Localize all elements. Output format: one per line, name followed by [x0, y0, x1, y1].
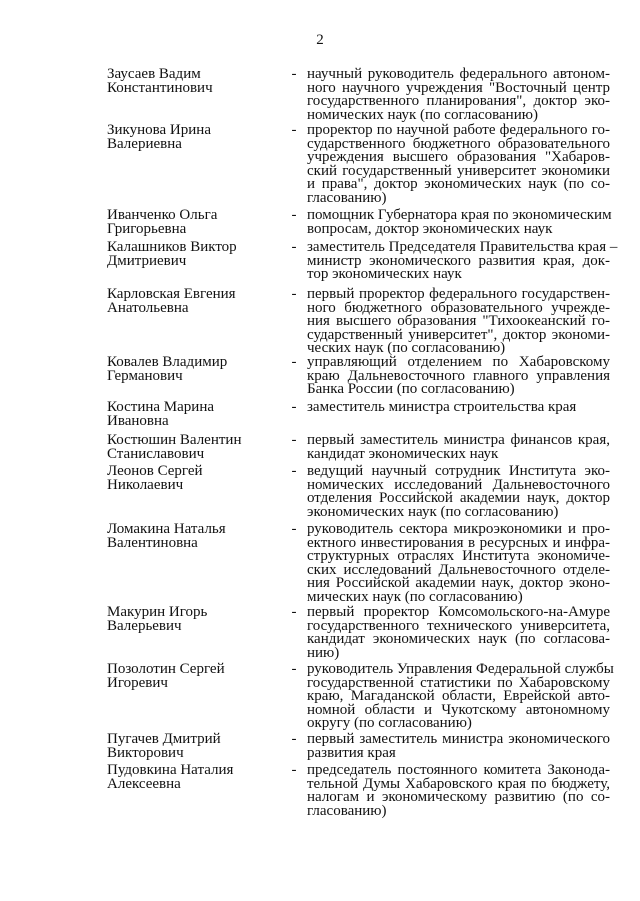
member-position — [307, 356, 610, 397]
position-line: тельной Думы Хабаровского края по бюджету, — [307, 775, 610, 792]
separator-dash: - — [291, 731, 297, 747]
member-position — [307, 733, 610, 760]
member-position — [307, 124, 610, 206]
position-line: управляющий отделением по Хабаровскому — [307, 354, 610, 370]
member-name: Карловская Евгения Анатольевна — [107, 286, 236, 316]
member-name: Ломакина Наталья Валентиновна — [107, 521, 226, 551]
separator-dash: - — [291, 762, 297, 778]
position-line: мических наук (по согласованию) — [307, 588, 523, 605]
position-line: руководитель сектора микроэкономики и про- — [307, 521, 610, 537]
separator-dash: - — [291, 521, 297, 537]
position-line: руководитель Управления Федеральной службы — [307, 661, 614, 677]
position-line: структурных отраслях Института экономиче- — [307, 548, 610, 565]
position-line: ного научного учреждения "Восточный центр — [307, 79, 610, 96]
position-line: тор экономических наук — [307, 266, 462, 283]
position-line: номических исследований Дальневосточного — [307, 476, 610, 493]
separator-dash: - — [291, 66, 297, 82]
position-line: сударственный университет", доктор экономи- — [307, 326, 610, 343]
position-line: государственного технического университета, — [307, 617, 610, 634]
member-name: Калашников Виктор Дмитриевич — [107, 239, 237, 269]
position-line: первый заместитель министра экономического — [307, 731, 610, 747]
separator-dash: - — [291, 432, 297, 448]
position-line: ния высшего образования "Тихоокеанский го- — [307, 313, 610, 330]
member-name: Зикунова Ирина Валериевна — [107, 122, 211, 152]
position-line: ведущий научный сотрудник Института эко- — [307, 463, 610, 479]
position-line: гласованию) — [307, 189, 387, 206]
position-line: заместитель министра строительства края — [307, 399, 577, 415]
position-line: номических наук (по согласованию) — [307, 106, 538, 123]
separator-dash: - — [291, 122, 297, 138]
member-position — [307, 434, 610, 461]
position-line: номной области и Чукотскому автономному — [307, 701, 610, 718]
position-line: краю Дальневосточного главного управления — [307, 367, 610, 384]
position-line: кандидат экономических наук — [307, 445, 499, 462]
member-position — [307, 401, 610, 415]
member-position — [307, 661, 614, 732]
member-name: Макурин Игорь Валерьевич — [107, 604, 208, 634]
position-line: ческих наук (по согласованию) — [307, 340, 506, 357]
member-position — [307, 239, 618, 283]
position-line: ния Российской академии наук, доктор эконо- — [307, 575, 610, 592]
separator-dash: - — [291, 286, 297, 302]
member-position — [307, 764, 610, 818]
member-name: Костюшин Валентин Станиславович — [107, 432, 242, 462]
position-line: краю, Магаданской области, Еврейской авто- — [307, 688, 610, 705]
position-line: экономических наук (по согласованию) — [307, 503, 559, 520]
member-position — [307, 288, 610, 356]
separator-dash: - — [291, 399, 297, 415]
position-line: ектного инвестирования в ресурсных и инфра- — [307, 534, 610, 551]
member-name: Ковалев Владимир Германович — [107, 354, 228, 384]
position-line: вопросам, доктор экономических наук — [307, 220, 553, 237]
page-number: 2 — [316, 32, 324, 48]
position-line: налогам и экономическому развитию (по со- — [307, 789, 610, 806]
member-position — [307, 465, 610, 519]
position-line: ских исследований Дальневосточного отделе- — [307, 561, 610, 578]
position-line: министр экономического развития края, док- — [307, 252, 610, 269]
separator-dash: - — [291, 354, 297, 370]
position-line: сударственного бюджетного образовательного — [307, 135, 610, 152]
position-line: первый проректор Комсомольского-на-Амуре — [307, 604, 610, 620]
position-line: и права", доктор экономических наук (по со- — [307, 176, 610, 193]
member-name: Костина Марина Ивановна — [107, 399, 215, 429]
member-name: Иванченко Ольга Григорьевна — [107, 207, 218, 237]
member-name: Заусаев Вадим Константинович — [107, 66, 213, 96]
position-line: помощник Губернатора края по экономическим — [307, 207, 612, 223]
position-line: государственной статистики по Хабаровскому — [307, 674, 610, 691]
position-line: первый заместитель министра финансов края, — [307, 432, 610, 448]
position-line: заместитель Председателя Правительства края – — [307, 239, 618, 255]
separator-dash: - — [291, 661, 297, 677]
position-line: ного бюджетного образовательного учрежде- — [307, 299, 610, 316]
position-line: нию) — [307, 644, 340, 661]
position-line: развития края — [307, 744, 396, 761]
position-line: округу (по согласованию) — [307, 715, 472, 732]
member-name: Пугачев Дмитрий Викторович — [107, 731, 221, 761]
separator-dash: - — [291, 604, 297, 620]
member-position — [307, 68, 610, 122]
member-name: Леонов Сергей Николаевич — [107, 463, 203, 493]
position-line: проректор по научной работе федерального го- — [307, 122, 610, 138]
member-name: Позолотин Сергей Игоревич — [107, 661, 225, 691]
position-line: научный руководитель федерального автоном- — [307, 66, 610, 82]
separator-dash: - — [291, 239, 297, 255]
member-position — [307, 606, 610, 660]
member-position — [307, 523, 610, 605]
position-line: государственного планирования", доктор эко- — [307, 93, 610, 110]
separator-dash: - — [291, 207, 297, 223]
position-line: гласованию) — [307, 802, 387, 819]
position-line: Банка России (по согласованию) — [307, 381, 515, 398]
separator-dash: - — [291, 463, 297, 479]
position-line: председатель постоянного комитета Законода- — [307, 762, 610, 778]
position-line: первый проректор федерального государствен- — [307, 286, 610, 302]
member-name: Пудовкина Наталия Алексеевна — [107, 762, 234, 792]
position-line: отделения Российской академии наук, доктор — [307, 490, 610, 507]
position-line: ский государственный университет экономики — [307, 162, 610, 179]
member-position — [307, 209, 610, 236]
position-line: кандидат экономических наук (по согласова- — [307, 631, 610, 648]
position-line: учреждения высшего образования "Хабаров- — [307, 149, 610, 166]
